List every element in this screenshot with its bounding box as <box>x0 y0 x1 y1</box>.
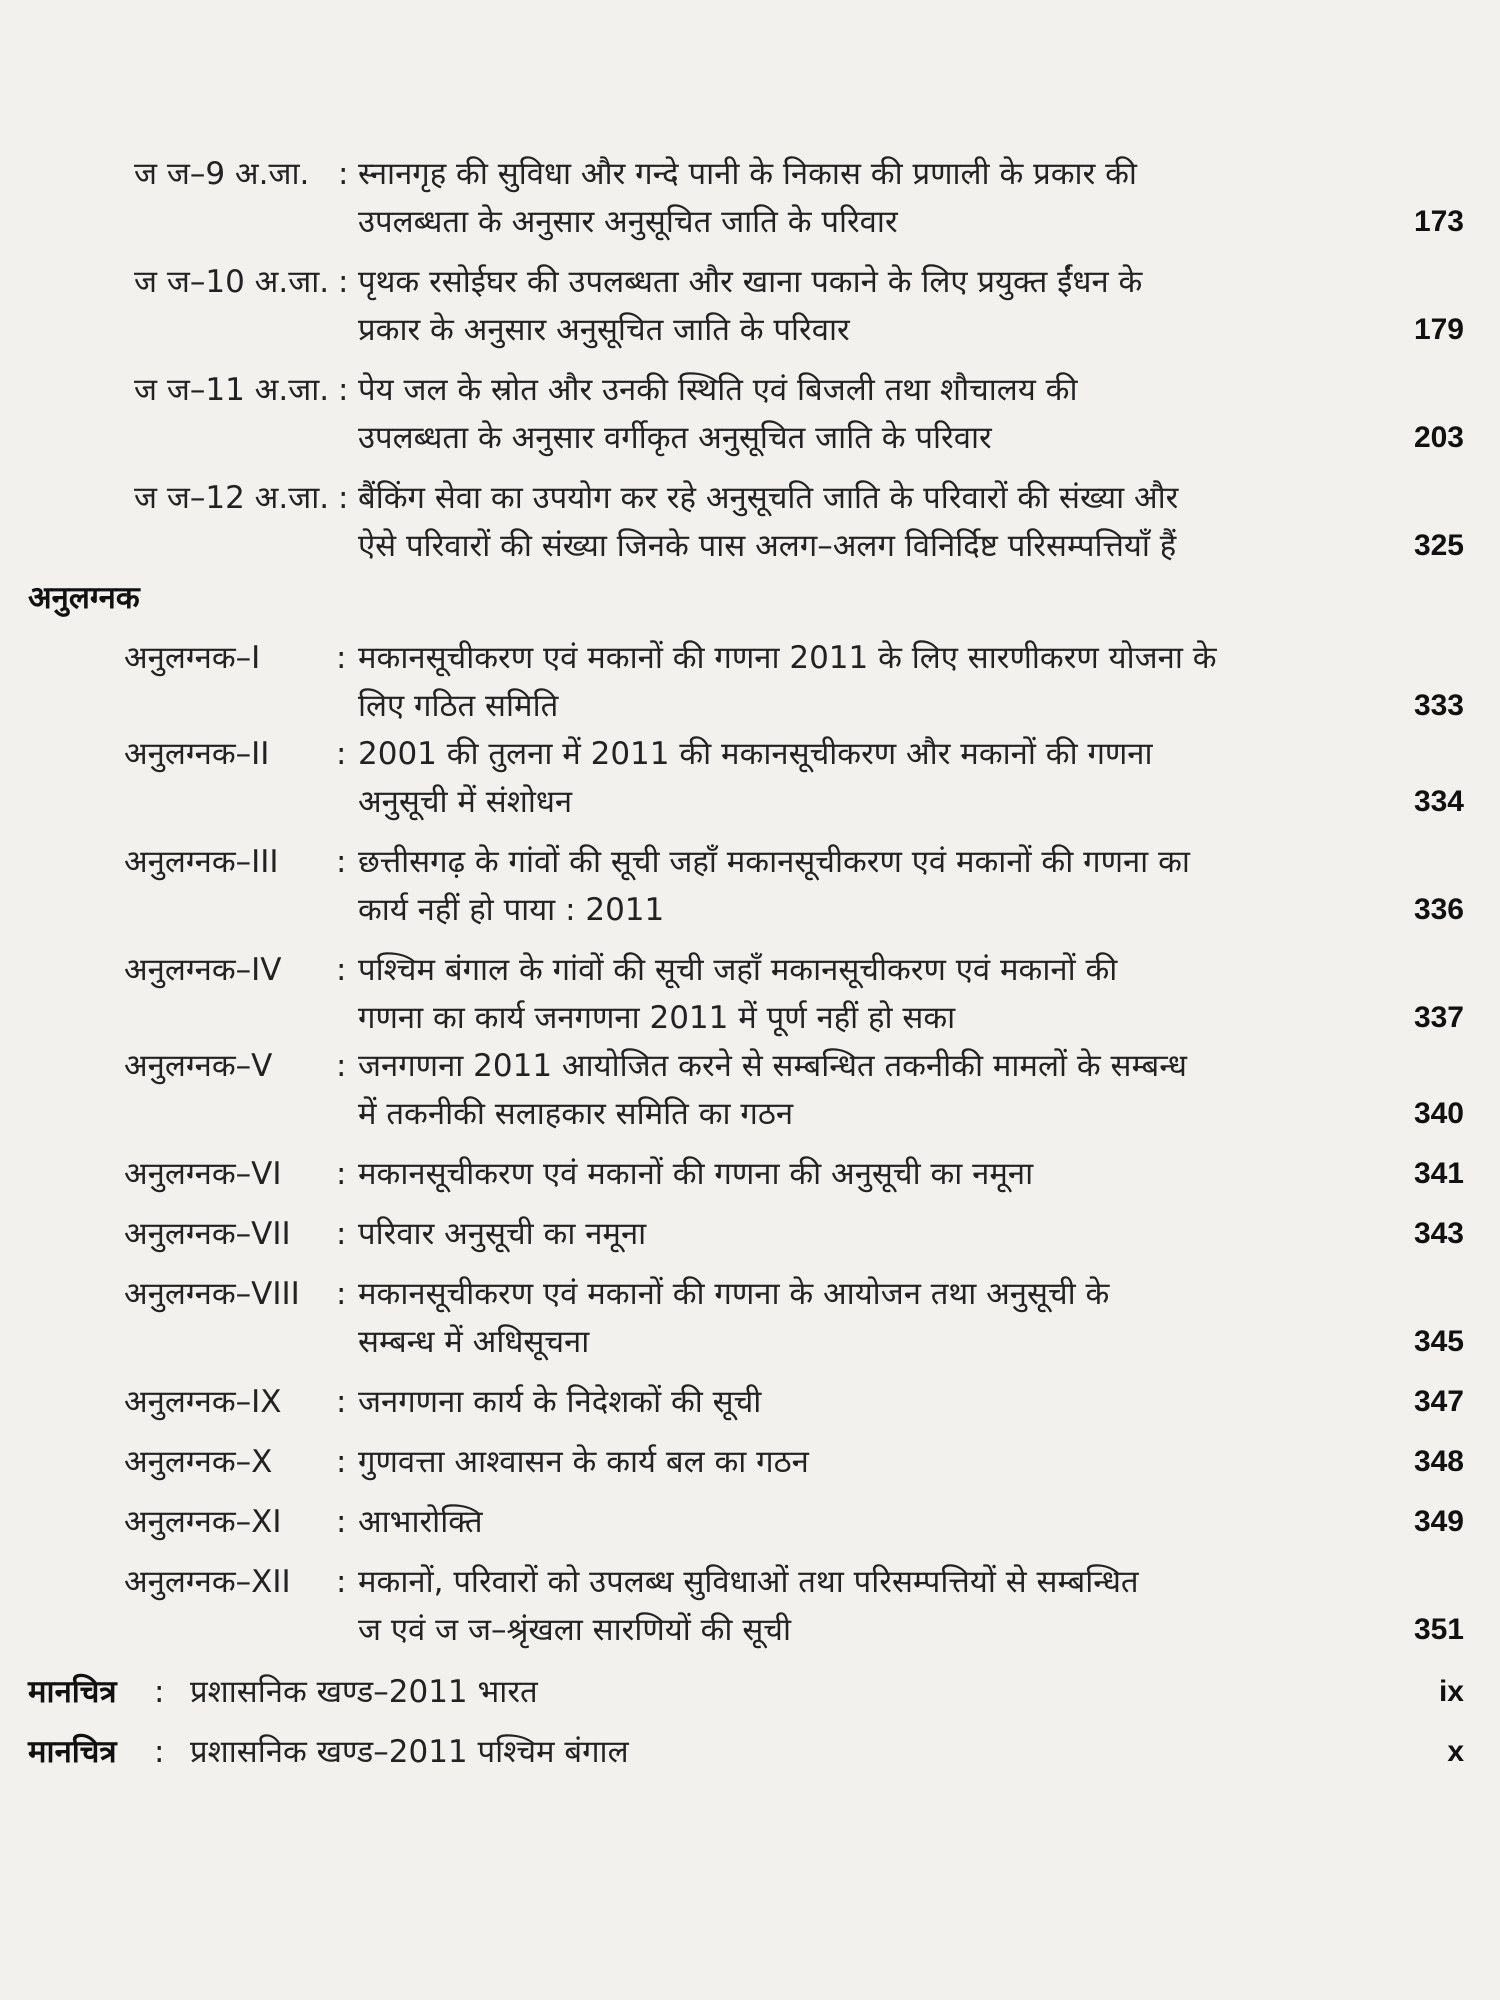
entry-title-line: लिए गठित समिति <box>358 688 559 724</box>
entry-title-line: अनुसूची में संशोधन <box>358 784 573 820</box>
entry-code: अनुलग्नक–V <box>124 1048 273 1084</box>
map-title: प्रशासनिक खण्ड–2011 पश्चिम बंगाल <box>190 1734 629 1770</box>
entry-code: अनुलग्नक–X <box>124 1444 273 1480</box>
entry-separator: : <box>154 1734 165 1770</box>
entry-title-line: उपलब्धता के अनुसार अनुसूचित जाति के परिवार <box>358 204 898 240</box>
entry-page-number: 345 <box>1413 1325 1464 1358</box>
entry-title-line: स्नानगृह की सुविधा और गन्दे पानी के निकास की प्रणाली के प्रकार की <box>358 156 1137 192</box>
entry-title-line: मकानसूचीकरण एवं मकानों की गणना के आयोजन तथा अनुसूची के <box>358 1276 1110 1312</box>
entry-page-number: 343 <box>1413 1217 1464 1250</box>
entry-separator: : <box>336 640 347 676</box>
entry-separator: : <box>338 480 349 516</box>
entry-title-line: परिवार अनुसूची का नमूना <box>358 1216 647 1252</box>
map-title: प्रशासनिक खण्ड–2011 भारत <box>190 1674 538 1710</box>
entry-title-line: ऐसे परिवारों की संख्या जिनके पास अलग–अलग विनिर्दिष्ट परिसम्पत्तियाँ हैं <box>358 528 1177 564</box>
entry-page-number: 173 <box>1413 205 1464 238</box>
entry-separator: : <box>336 1564 347 1600</box>
entry-code: अनुलग्नक–IV <box>124 952 282 988</box>
entry-title-line: 2001 की तुलना में 2011 की मकानसूचीकरण और मकानों की गणना <box>358 736 1153 772</box>
entry-separator: : <box>336 1156 347 1192</box>
map-label: मानचित्र <box>28 1734 117 1770</box>
entry-title-line: छत्तीसगढ़ के गांवों की सूची जहाँ मकानसूचीकरण एवं मकानों की गणना का <box>358 844 1190 880</box>
entry-title-line: कार्य नहीं हो पाया : 2011 <box>358 892 665 928</box>
entry-separator: : <box>336 1276 347 1312</box>
entry-code: अनुलग्नक–XII <box>124 1564 291 1600</box>
entry-separator: : <box>338 264 349 300</box>
entry-title-line: पेय जल के स्रोत और उनकी स्थिति एवं बिजली तथा शौचालय की <box>358 372 1078 408</box>
entry-page-number: 349 <box>1413 1505 1464 1538</box>
entry-title-line: जनगणना कार्य के निदेशकों की सूची <box>358 1384 762 1420</box>
entry-title-line: पश्चिम बंगाल के गांवों की सूची जहाँ मकानसूचीकरण एवं मकानों की <box>358 952 1118 988</box>
entry-code: अनुलग्नक–III <box>124 844 279 880</box>
entry-code: अनुलग्नक–VIII <box>124 1276 300 1312</box>
map-label: मानचित्र <box>28 1674 117 1710</box>
entry-page-number: 347 <box>1413 1385 1464 1418</box>
entry-page-number: 340 <box>1413 1097 1464 1130</box>
section-heading: अनुलग्नक <box>28 580 140 616</box>
entry-title-line: ज एवं ज ज–श्रृंखला सारणियों की सूची <box>358 1612 791 1648</box>
entry-separator: : <box>336 844 347 880</box>
entry-page-number: 341 <box>1413 1157 1464 1190</box>
entry-title-line: पृथक रसोईघर की उपलब्धता और खाना पकाने के लिए प्रयुक्त ईंधन के <box>358 264 1143 300</box>
entry-page-number: 348 <box>1413 1445 1464 1478</box>
entry-separator: : <box>336 1048 347 1084</box>
entry-code: अनुलग्नक–II <box>124 736 270 772</box>
entry-page-number: 351 <box>1413 1613 1464 1646</box>
entry-title-line: गुणवत्ता आश्वासन के कार्य बल का गठन <box>358 1444 809 1480</box>
entry-page-number: ix <box>1438 1675 1464 1708</box>
entry-separator: : <box>336 1384 347 1420</box>
entry-code: ज ज–12 अ.जा. <box>134 480 330 516</box>
entry-separator: : <box>336 1504 347 1540</box>
entry-title-line: प्रकार के अनुसार अनुसूचित जाति के परिवार <box>358 312 850 348</box>
entry-separator: : <box>338 372 349 408</box>
entry-separator: : <box>338 156 349 192</box>
entry-page-number: 334 <box>1413 785 1464 818</box>
entry-page-number: 179 <box>1413 313 1464 346</box>
entry-title-line: आभारोक्ति <box>358 1504 483 1540</box>
entry-separator: : <box>336 1444 347 1480</box>
entry-page-number: 325 <box>1413 529 1464 562</box>
entry-title-line: उपलब्धता के अनुसार वर्गीकृत अनुसूचित जाति के परिवार <box>358 420 992 456</box>
entry-page-number: x <box>1447 1735 1464 1768</box>
entry-separator: : <box>336 736 347 772</box>
entry-title-line: मकानसूचीकरण एवं मकानों की गणना की अनुसूची का नमूना <box>358 1156 1034 1192</box>
entry-page-number: 333 <box>1413 689 1464 722</box>
entry-code: अनुलग्नक–I <box>124 640 261 676</box>
entry-separator: : <box>154 1674 165 1710</box>
entry-code: अनुलग्नक–XI <box>124 1504 282 1540</box>
entry-separator: : <box>336 952 347 988</box>
entry-title-line: सम्बन्ध में अधिसूचना <box>358 1324 590 1360</box>
entry-page-number: 203 <box>1413 421 1464 454</box>
entry-code: अनुलग्नक–VII <box>124 1216 291 1252</box>
entry-code: ज ज–10 अ.जा. <box>134 264 330 300</box>
entry-title-line: गणना का कार्य जनगणना 2011 में पूर्ण नहीं हो सका <box>358 1000 956 1036</box>
entry-title-line: मकानों, परिवारों को उपलब्ध सुविधाओं तथा परिसम्पत्तियों से सम्बन्धित <box>358 1564 1139 1600</box>
entry-page-number: 337 <box>1413 1001 1464 1034</box>
entry-code: अनुलग्नक–VI <box>124 1156 282 1192</box>
entry-separator: : <box>336 1216 347 1252</box>
entry-title-line: जनगणना 2011 आयोजित करने से सम्बन्धित तकनीकी मामलों के सम्बन्ध <box>358 1048 1187 1084</box>
entry-title-line: में तकनीकी सलाहकार समिति का गठन <box>358 1096 794 1132</box>
entry-title-line: मकानसूचीकरण एवं मकानों की गणना 2011 के लिए सारणीकरण योजना के <box>358 640 1217 676</box>
entry-code: अनुलग्नक–IX <box>124 1384 282 1420</box>
entry-title-line: बैंकिंग सेवा का उपयोग कर रहे अनुसूचति जाति के परिवारों की संख्या और <box>358 480 1179 516</box>
entry-code: ज ज–9 अ.जा. <box>134 156 310 192</box>
entry-code: ज ज–11 अ.जा. <box>134 372 330 408</box>
entry-page-number: 336 <box>1413 893 1464 926</box>
